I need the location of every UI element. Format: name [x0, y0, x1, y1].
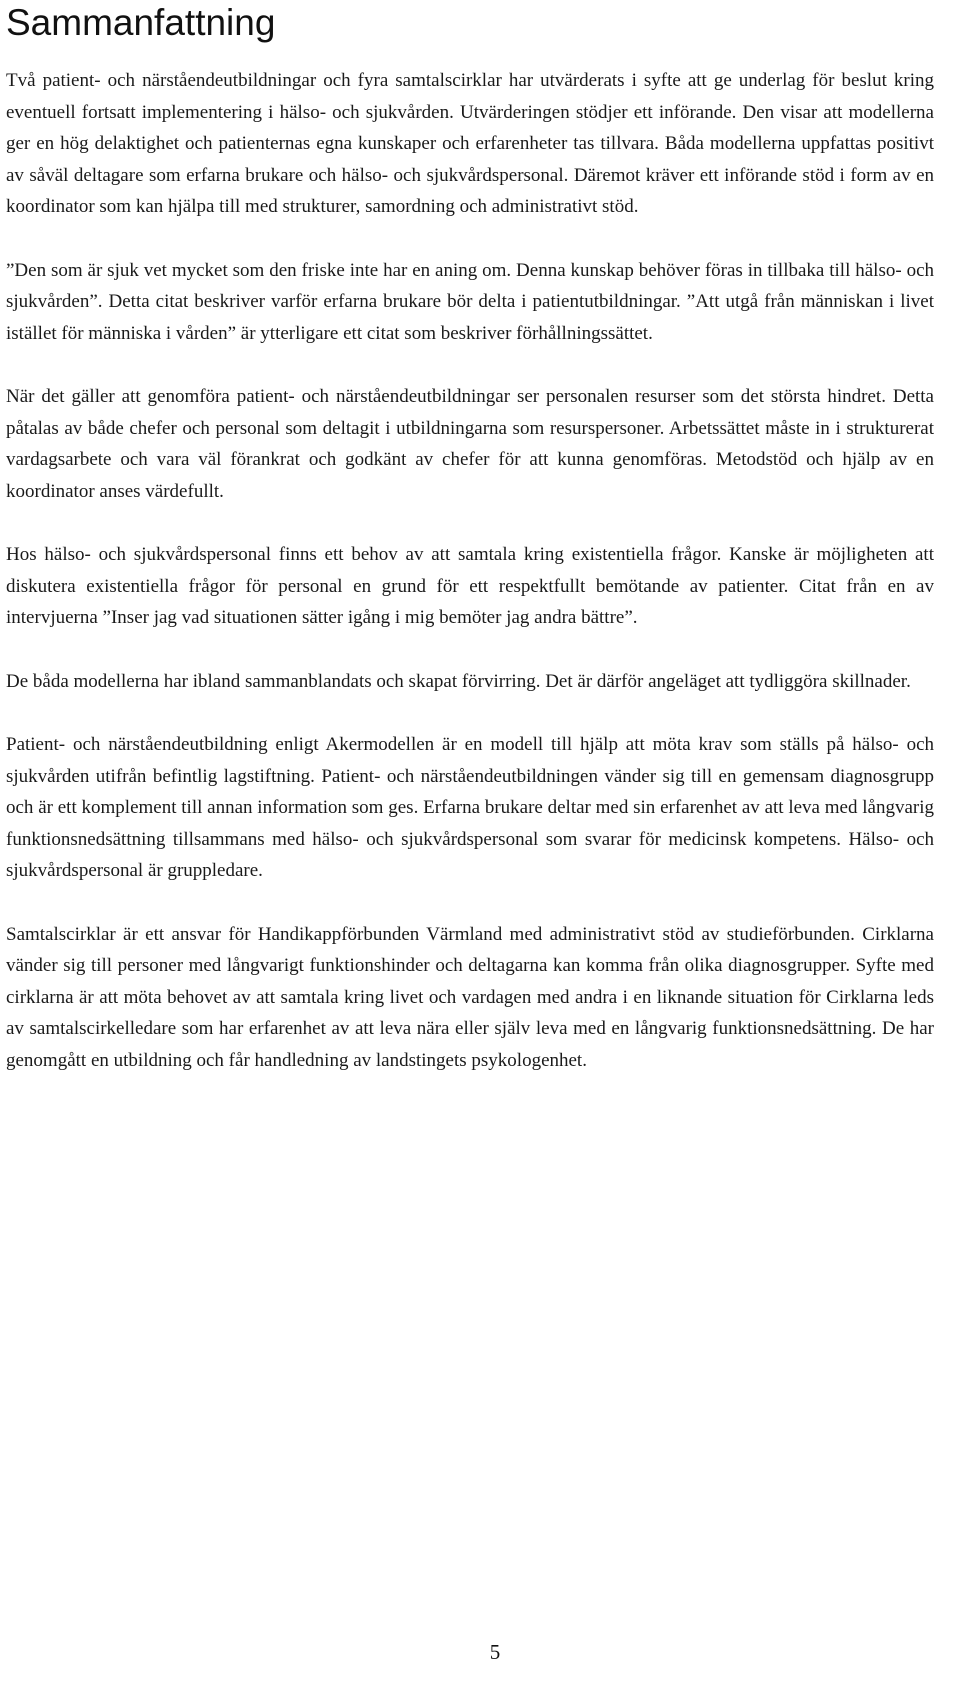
- body-text: [6, 65, 934, 1076]
- paragraph-aker-model: Patient- och närståendeutbildning enligt Akermodellen är en modell till hjälp att möta krav som ställs på hälso- och sjukvården utifrån befintlig lagstiftning. Patient- och närståendeutbildningen vänder sig till en gemensam diagnosgrupp och är ett komplement till annan information som ges. Erfarna brukare deltar med sin erfarenhet av att leva med långvarig funktionsnedsättning tillsammans med hälso- och sjukvårdspersonal som svarar för medicinsk kompetens. Hälso- och sjukvårdspersonal är gruppledare.: [6, 734, 934, 881]
- paragraph-confusion: De båda modellerna har ibland sammanblandats och skapat förvirring. Det är därför angeläget att tydliggöra skillnader.: [6, 670, 911, 692]
- paragraph-evaluation-summary: Två patient- och närståendeutbildningar och fyra samtalscirklar har utvärderats i syfte att ge underlag för beslut kring eventuell fortsatt implementering i hälso- och sjukvården. Utvärderingen stödjer ett införande. Den visar att modellerna ger en hög delaktighet och patienternas egna kunskaper och erfarenheter tas tillvara. Båda modellerna uppfattas positivt av såväl deltagare som erfarna brukare och hälso- och sjukvårdspersonal. Däremot kräver ett införande stöd i form av en koordinator som kan hjälpa till med strukturer, samordning och administrativt stöd.: [6, 70, 934, 217]
- paragraph-quotes: ”Den som är sjuk vet mycket som den friske inte har en aning om. Denna kunskap behöver föras in tillbaka till hälso- och sjukvården”. Detta citat beskriver varför erfarna brukare bör delta i patientutbildningar. ”Att utgå från människan i livet istället för människa i vården” är ytterligare ett citat som beskriver förhållningssättet.: [6, 259, 934, 344]
- page-number: 5: [489, 1640, 501, 1664]
- document-page: [6, 0, 934, 1108]
- page-title: Sammanfattning: [6, 2, 276, 43]
- paragraph-existential-questions: Hos hälso- och sjukvårdspersonal finns ett behov av att samtala kring existentiella frågor. Kanske är möjligheten att diskutera existentiella frågor för personal en grund för ett respektfullt bemötande av patienter. Citat från en av intervjuerna ”Inser jag vad situationen sätter igång i mig bemöter jag andra bättre”.: [6, 544, 934, 628]
- paragraph-conversation-circles: Samtalscirklar är ett ansvar för Handikappförbunden Värmland med administrativt stöd av studieförbunden. Cirklarna vänder sig till personer med långvarigt funktionshinder och deltagarna kan komma från olika diagnosgrupper. Syfte med cirklarna är att möta behovet av att samtala kring livet och vardagen med andra i en liknande situation för Cirklarna leds av samtalscirkelledare som har erfarenhet av att leva nära eller själv leva med en långvarig funktionsnedsättning. De har genomgått en utbildning och får handledning av landstingets psykologenhet.: [6, 923, 934, 1071]
- paragraph-resources: När det gäller att genomföra patient- och närståendeutbildningar ser personalen resurser som det största hindret. Detta påtalas av både chefer och personal som deltagit i utbildningarna som resurspersoner. Arbetssättet måste in i strukturerat vardagsarbete och vara väl förankrat och godkänt av chefer för att kunna genomföras. Metodstöd och hjälp av en koordinator anses värdefullt.: [6, 386, 934, 502]
